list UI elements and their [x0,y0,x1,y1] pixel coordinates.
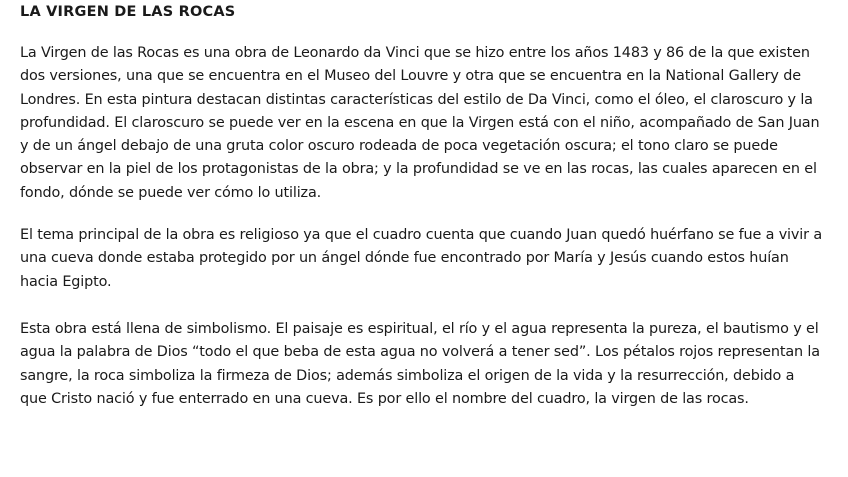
document-body [20,2,825,411]
document-title: LA VIRGEN DE LAS ROCAS [20,4,236,20]
paragraph-intro: La Virgen de las Rocas es una obra de Leonardo da Vinci que se hizo entre los años 1483 y 86 de la que existen dos versiones, una que se encuentra en el Museo del Louvre y otra que se encuentra en la National Gallery de Londres. En esta pintura destacan distintas características del estilo de Da Vinci, como el óleo, el claroscuro y la profundidad. El claroscuro se puede ver en la escena en que la Virgen está con el niño, acompañado de San Juan y de un ángel debajo de una gruta color oscuro rodeada de poca vegetación oscura; el tono claro se puede observar en la piel de los protagonistas de la obra; y la profundidad se ve en las rocas, las cuales aparecen en el fondo, dónde se puede ver cómo lo utiliza. [20,45,820,201]
paragraph-theme: El tema principal de la obra es religioso ya que el cuadro cuenta que cuando Juan quedó huérfano se fue a vivir a una cueva donde estaba protegido por un ángel dónde fue encontrado por María y Jesús cuando estos huían hacia Egipto. [20,227,822,290]
paragraph-symbolism: Esta obra está llena de simbolismo. El paisaje es espiritual, el río y el agua representa la pureza, el bautismo y el agua la palabra de Dios “todo el que beba de esta agua no volverá a tener sed”. Los pétalos rojos representan la sangre, la roca simboliza la firmeza de Dios; además simboliza el origen de la vida y la resurrección, debido a que Cristo nació y fue enterrado en una cueva. Es por ello el nombre del cuadro, la virgen de las rocas. [20,320,820,407]
